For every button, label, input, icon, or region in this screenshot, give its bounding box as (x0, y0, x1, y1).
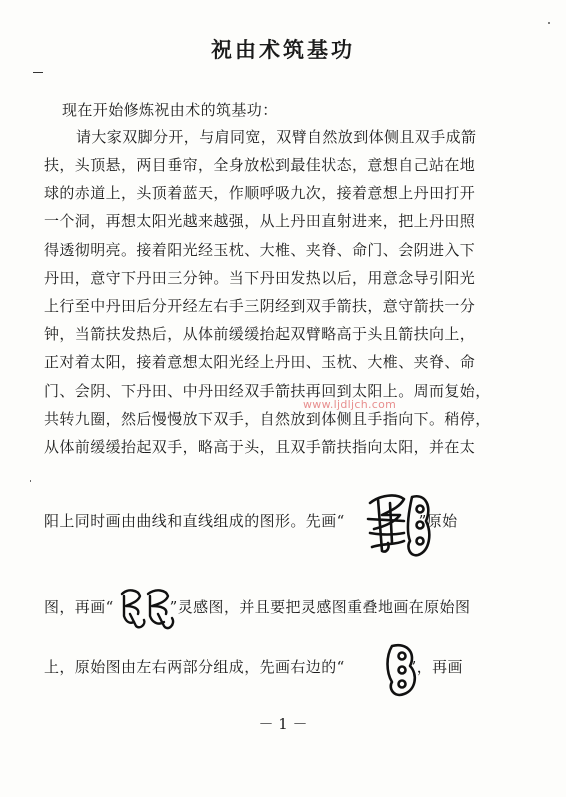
line14-text-after: ”灵感图，并且要把灵感图重叠地画在原始图 (169, 598, 471, 616)
line15-text-after: ”，再画 (408, 658, 463, 676)
line15-text-before: 上，原始图由左右两部分组成，先画右边的“ (44, 658, 345, 676)
body-line-15 (44, 657, 524, 677)
line14-text-before: 图，再画“ (44, 598, 114, 616)
inspiration-figure-icon (118, 584, 180, 634)
body-line-4: 一个洞，再想太阳光越来越强，从上丹田直射进来，把上丹田照 (44, 212, 476, 230)
body-line-9: 正对着太阳，接着意想太阳光经上丹田、玉枕、大椎、夹脊、命 (44, 353, 476, 371)
intro-line: 现在开始修炼祝由术的筑基功： (62, 101, 278, 119)
original-figure-icon (360, 485, 438, 565)
body-line-7: 上行至中丹田后分开经左右手三阴经到双手箭扶，意守箭扶一分 (44, 297, 476, 315)
body-line-3: 球的赤道上，头顶着蓝天，作顺呼吸九次，接着意想上丹田打开 (44, 184, 476, 202)
line13-text-before: 阳上同时画由曲线和直线组成的图形。先画“ (44, 512, 345, 530)
watermark: www.ljdljch.com (303, 398, 397, 411)
body-line-13 (44, 511, 524, 531)
body-line-11: 共转九圈，然后慢慢放下双手，自然放到体侧且手指向下。稍停， (44, 410, 491, 428)
body-line-10: 门、会阴、下丹田、中丹田经双手箭扶再回到太阳上。周而复始， (44, 382, 491, 400)
scan-speck (30, 480, 31, 482)
body-line-8: 钟，当箭扶发热后，从体前缓缓抬起双臂略高于头且箭扶向上， (44, 325, 476, 343)
right-part-figure-icon (378, 640, 422, 700)
page-number: － 1 － (258, 715, 308, 733)
page-title: 祝由术筑基功 (211, 37, 355, 62)
body-line-2: 扶，头顶悬，两目垂帘，全身放松到最佳状态，意想自己站在地 (44, 156, 476, 174)
body-line-14 (44, 597, 524, 617)
margin-mark (33, 72, 43, 73)
body-line-5: 得透彻明亮。接着阳光经玉枕、大椎、夹脊、命门、会阴进入下 (44, 241, 476, 259)
scan-speck (548, 22, 550, 24)
line13-text-after: ”原始 (418, 512, 458, 530)
body-line-1: 请大家双脚分开，与肩同宽，双臂自然放到体侧且双手成箭 (76, 128, 477, 146)
body-line-12: 从体前缓缓抬起双手，略高于头，且双手箭扶指向太阳，并在太 (44, 438, 476, 456)
body-line-6: 丹田，意守下丹田三分钟。当下丹田发热以后，用意念导引阳光 (44, 269, 476, 287)
